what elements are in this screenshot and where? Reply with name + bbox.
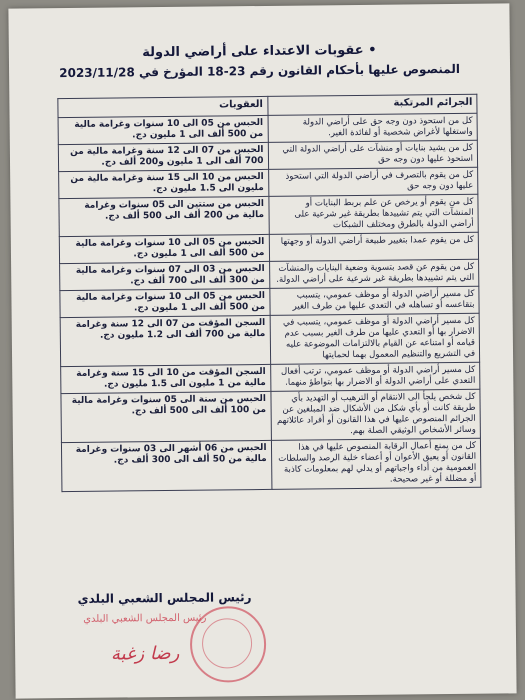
- crime-cell: كل من يقوم عن قصد بتسوية وضعية البنايات والمنشآت التي يتم تشييدها بطريقة غير شرعية على أراضي الدولة.: [269, 259, 479, 288]
- title-bullet: •: [368, 42, 377, 58]
- table-row: [61, 438, 480, 491]
- crime-cell: كل مسير أراضي الدولة أو موظف عمومي، يتسبب بتقاعسه أو تساهله في التعدي عليها من طرف الغير: [269, 286, 479, 315]
- penalty-cell: الحبس من 05 الى 10 سنوات وغرامة مالية من 500 ألف الى 1 مليون دج.: [59, 234, 269, 263]
- penalty-cell: الحبس من 05 الى 10 سنوات وغرامة مالية من 500 ألف الى 1 مليون دج.: [58, 115, 268, 144]
- crime-cell: كل من يقوم عمدا بتغيير طبيعة أراضي الدولة أو وجهتها: [269, 232, 479, 261]
- penalty-cell: الحبس من 10 الى 15 سنة وغرامة مالية من مليون الى 1.5 مليون دج.: [59, 169, 269, 198]
- document-page: [8, 3, 516, 698]
- penalty-cell: الحبس من ستتين الى 05 سنوات وغرامة مالية من 200 ألف الى 500 ألف دج.: [59, 196, 269, 236]
- penalty-cell: السجن المؤقت من 07 الى 12 سنة وغرامة مالية من 700 ألف الى 1.2 مليون دج.: [60, 315, 270, 366]
- crime-cell: كل مسير أراضي الدولة أو موظف عمومي، ترتب أفعال التعدي على أراضي الدولة أو الاضرار بها بتواطؤ منهما.: [270, 362, 480, 391]
- penalty-cell: الحبس من 03 الى 07 سنوات وغرامة مالية من 300 ألف الى 700 ألف دج.: [60, 261, 270, 290]
- header-crimes: الجرائم المرتكبة: [267, 94, 477, 115]
- crime-cell: كل من يقوم بالتصرف في أراضي الدولة التي استحوذ عليها دون وجه حق: [268, 167, 478, 196]
- penalty-cell: الحبس من 06 أشهر الى 03 سنوات وغرامة مالية من 50 ألف الى 300 ألف دج.: [61, 440, 271, 491]
- penalty-cell: السجن المؤقت من 10 الى 15 سنة وغرامة مالية من 1 مليون الى 1.5 مليون دج.: [61, 364, 271, 393]
- crime-cell: كل من يشيد بنايات أو منشآت على أراضي الدولة التي استحوذ عليها دون وجه حق: [268, 140, 478, 169]
- penalty-cell: الحبس من 05 الى 10 سنوات وغرامة مالية من 500 ألف الى 1 مليون دج.: [60, 288, 270, 317]
- table-row: [61, 389, 480, 442]
- signature-block: [65, 590, 265, 606]
- penalties-table: [57, 94, 481, 492]
- title-text: عقوبات الاعتداء على أراضي الدولة: [142, 42, 364, 61]
- table-row: [60, 313, 479, 366]
- document-subtitle: المنصوص عليها بأحكام القانون رقم 23-18 المؤرخ في 2023/11/28: [59, 61, 461, 81]
- crime-cell: كل من استحوذ دون وجه حق على أراضي الدولة واستغلها لأغراض شخصية أو لفائدة الغير.: [268, 113, 478, 142]
- signatory-title: رئيس المجلس الشعبي البلدي: [77, 590, 252, 606]
- crime-cell: كل من يمنع أعمال الرقابة المنصوص عليها في هذا القانون أو يعيق الأعوان أو أعضاء خلية الرصد والسلطات العمومية من أداء واجباتهم أو يدلي لهم بمعلومات كاذبة أو مضللة أو غير صحيحة.: [271, 438, 481, 489]
- table-row: [59, 194, 478, 236]
- penalty-cell: الحبس من 07 الى 12 سنة وغرامة مالية من 700 ألف الى 1 مليون و200 ألف دج.: [58, 142, 268, 171]
- header-penalties: العقوبات: [58, 96, 268, 117]
- stamp-text: رئيس المجلس الشعبي البلدي: [83, 612, 207, 625]
- document-title: [9, 41, 510, 61]
- crime-cell: كل من يقوم أو يرخص عن علم بربط البنايات أو المنشآت التي يتم تشييدها بطريقة غير شرعية على أراضي الدولة بالطرق ومختلف الشبكات: [268, 194, 478, 234]
- crime-cell: كل مسير أراضي الدولة أو موظف عمومي، يتسبب في الاضرار بها أو التعدي عليها من طرف الغير بسبب عدم قيامه أو امتناعه عن القيام بالالتزامات الموضوعة عليه في التشريع والتنظيم المعمول بهما لحمايتها: [270, 313, 480, 364]
- crime-cell: كل شخص يلجأ الى الانتقام أو الترهيب أو التهديد بأي طريقة كانت أو بأي شكل من الأشكال ضد المبلغين عن الجرائم المنصوص عليها في هذا القانون أو أفراد عائلاتهم وسائر الأشخاص الوثيقي الصلة بهم.: [270, 389, 480, 440]
- handwritten-signature: رضا زغبة: [110, 642, 180, 665]
- penalty-cell: الحبس من سنة الى 05 سنوات وغرامة مالية من 100 ألف الى 500 ألف دج.: [61, 391, 271, 442]
